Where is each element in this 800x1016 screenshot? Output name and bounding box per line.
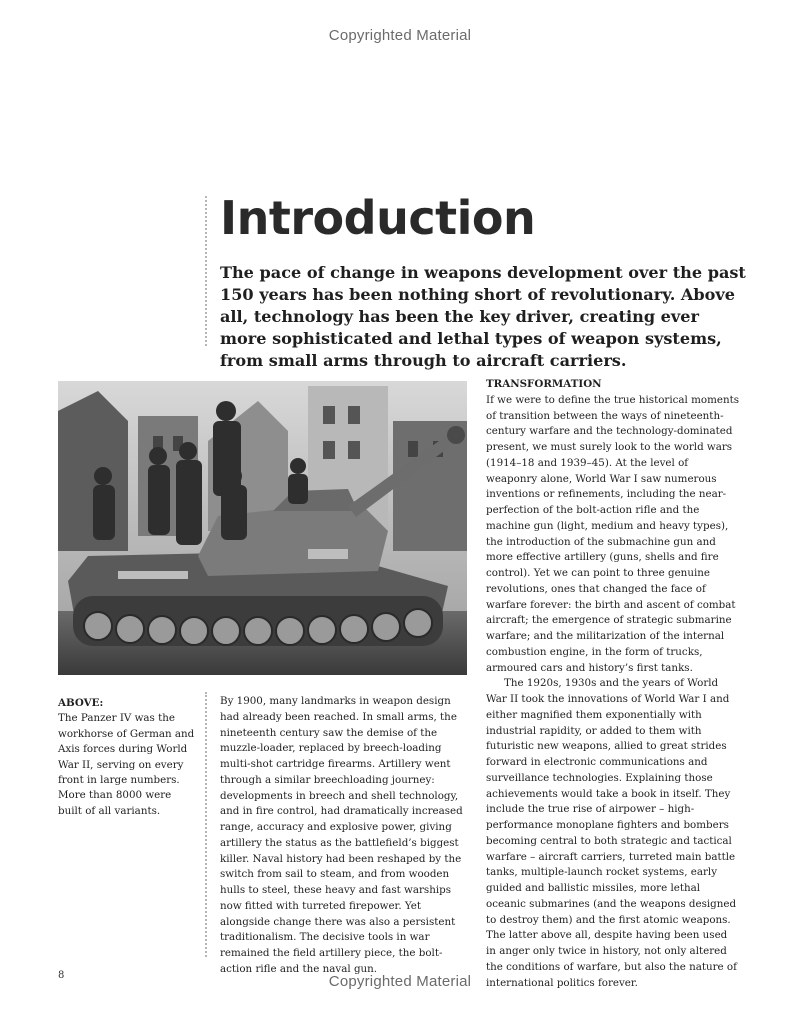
chapter-intro: The pace of change in weapons development over the past 150 years has been nothing short of revolutionary. Above all, technology has been the key driver, creating ever more sophisticated and lethal types of weapon systems, from small arms through to aircraft carriers. bbox=[220, 263, 746, 370]
page-number: 8 bbox=[58, 970, 65, 981]
chapter-title: Introduction bbox=[220, 191, 536, 245]
body-dotted-rule bbox=[205, 692, 207, 957]
body-column-middle bbox=[220, 694, 470, 978]
title-dotted-rule bbox=[205, 196, 207, 346]
caption-heading: ABOVE: bbox=[58, 697, 104, 709]
section-subheading: TRANSFORMATION bbox=[486, 378, 602, 390]
body-column-right bbox=[486, 377, 740, 991]
body-paragraph: If we were to define the true historical moments of transition between the ways of nineteenth-century warfare and the technology-dominated present, we must surely look to the world wars (1914–18 and 1939–45). At the level of weaponry alone, World War I saw numerous inventions or refinements, including the near-perfection of the bolt-action rifle and the machine gun (light, medium and heavy types), the introduction of the submachine gun and more effective artillery (guns, shells and fire control). Yet we can point to three genuine revolutions, ones that changed the face of warfare forever: the birth and ascent of combat aircraft; the emergence of strategic submarine warfare; and the militarization of the internal combustion engine, in the form of trucks, armoured cars and history’s first tanks. bbox=[486, 393, 739, 674]
copyright-watermark-top: Copyrighted Material bbox=[328, 27, 472, 44]
body-paragraph: By 1900, many landmarks in weapon design had already been reached. In small arms, the nineteenth century saw the demise of the muzzle-loader, replaced by breech-loading multi-shot cartridge firearms. Artillery went through a similar breechloading journey: developments in breech and shell technology, and in fire control, had dramatically increased range, accuracy and explosive power, giving artillery the status as the battlefield’s biggest killer. Naval history had been reshaped by the switch from sail to steam, and from wooden hulls to steel, these heavy and fast warships now fitted with turreted firepower. Yet alongside change there was also a persistent traditionalism. The decisive tools in war remained the field artillery piece, the bolt-action rifle and the naval gun. bbox=[220, 695, 463, 975]
copyright-watermark-bottom: Copyrighted Material bbox=[328, 973, 472, 990]
body-paragraph: The 1920s, 1930s and the years of World War II took the innovations of World War I and either magnified them exponentially with industrial rapidity, or added to them with futuristic new weapons, allied to great strides forward in electronic communications and surveillance technologies. Explaining those achievements would take a book in itself. They include the true rise of airpower – high-performance monoplane fighters and bombers becoming central to both strategic and tactical warfare – aircraft carriers, turreted main battle tanks, multiple-launch rocket systems, early guided and ballistic missiles, more lethal oceanic submarines (and the weapons designed to destroy them) and the first atomic weapons. The latter above all, despite having been used in anger only twice in history, not only altered the conditions of warfare, but also the nature of international politics forever. bbox=[486, 677, 737, 989]
tank-with-soldiers-photo bbox=[58, 381, 467, 675]
caption-text: The Panzer IV was the workhorse of German and Axis forces during World War II, serving on every front in large numbers. More than 8000 were built of all variants. bbox=[58, 712, 195, 817]
photo-caption bbox=[58, 696, 198, 819]
